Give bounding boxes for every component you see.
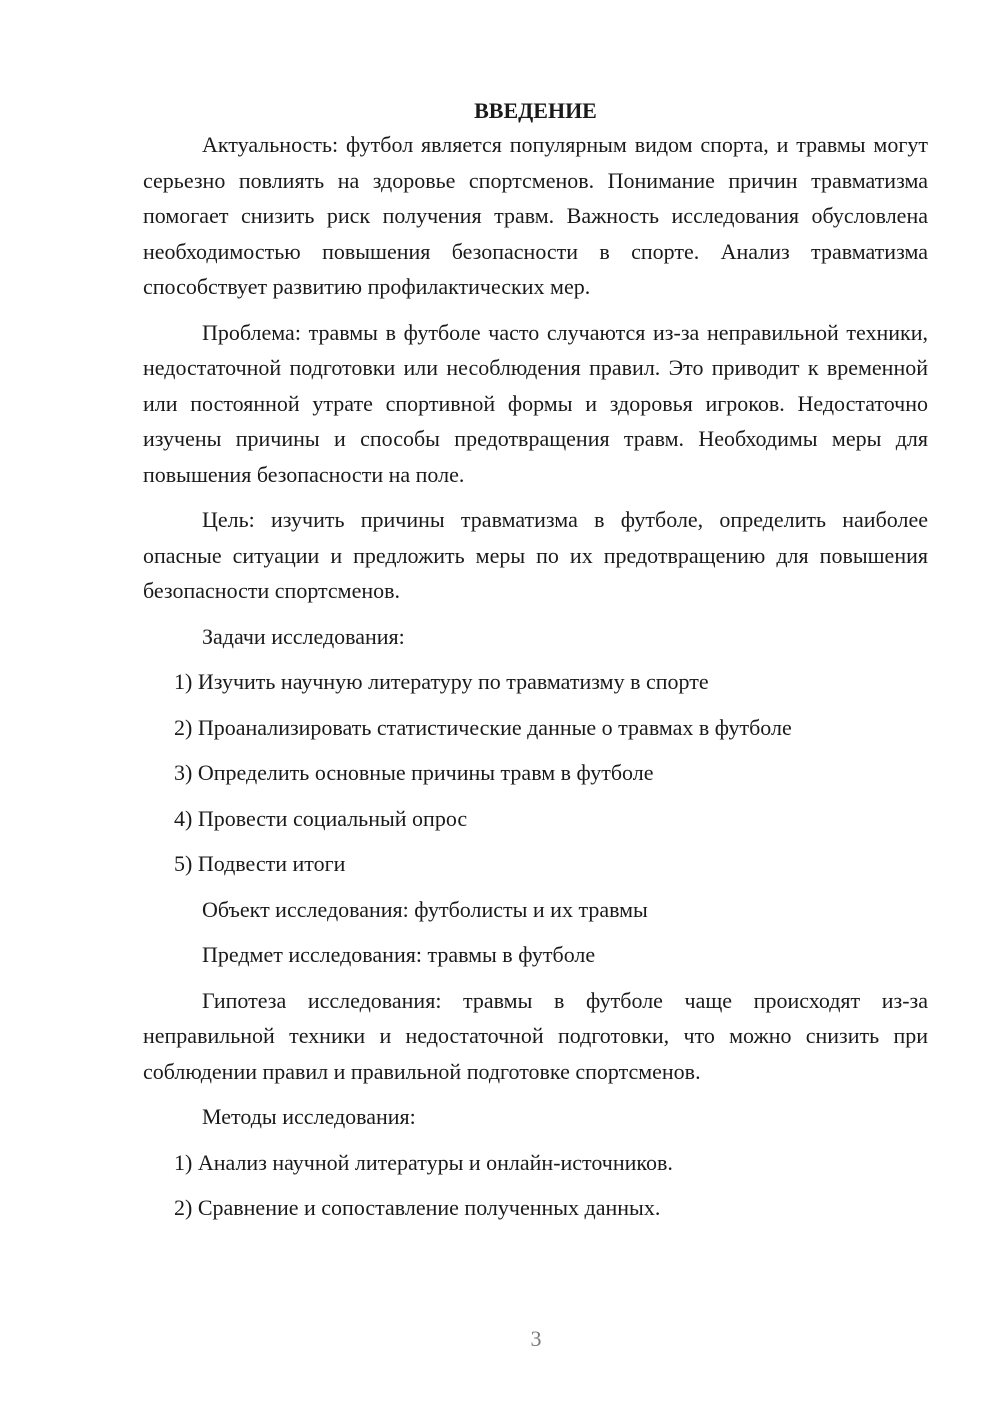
subject-line: Предмет исследования: травмы в футболе bbox=[202, 942, 596, 967]
relevance-paragraph: Актуальность: футбол является популярным видом спорта, и травмы могут серьезно повлиять на здоровье спортсменов. Понимание причин травматизма помогает снизить риск получения травм. Важность исследования обусловлена необходимостью повышения безопасности в спорте. Анализ травматизма способствует развитию профилактических мер. bbox=[143, 132, 928, 299]
document-page bbox=[143, 95, 928, 1236]
task-item-4: 4) Провести социальный опрос bbox=[174, 805, 468, 831]
tasks-heading: Задачи исследования: bbox=[202, 623, 405, 649]
task-item-2: 2) Проанализировать статистические данные о травмах в футболе bbox=[174, 714, 792, 740]
object-line: Объект исследования: футболисты и их травмы bbox=[202, 896, 648, 922]
task-item-1: 1) Изучить научную литературу по травматизму в спорте bbox=[174, 669, 709, 694]
task-item-5: 5) Подвести итоги bbox=[174, 851, 346, 876]
methods-heading: Методы исследования: bbox=[202, 1104, 416, 1129]
method-item-2: 2) Сравнение и сопоставление полученных данных. bbox=[174, 1195, 661, 1220]
section-title: ВВЕДЕНИЕ bbox=[474, 98, 597, 123]
goal-paragraph: Цель: изучить причины травматизма в футболе, определить наиболее опасные ситуации и предложить меры по их предотвращению для повышения безопасности спортсменов. bbox=[143, 507, 928, 603]
method-item-1: 1) Анализ научной литературы и онлайн-источников. bbox=[174, 1149, 673, 1175]
page-number: 3 bbox=[530, 1326, 542, 1351]
hypothesis-paragraph: Гипотеза исследования: травмы в футболе чаще происходят из-за неправильной техники и недостаточной подготовки, что можно снизить при соблюдении правил и правильной подготовке спортсменов. bbox=[143, 987, 928, 1084]
task-item-3: 3) Определить основные причины травм в футболе bbox=[174, 760, 654, 785]
problem-paragraph: Проблема: травмы в футболе часто случаются из-за неправильной техники, недостаточной подготовки или несоблюдения правил. Это приводит к временной или постоянной утрате спортивной формы и здоровья игроков. Недостаточно изучены причины и способы предотвращения травм. Необходимы меры для повышения безопасности на поле. bbox=[143, 319, 928, 487]
